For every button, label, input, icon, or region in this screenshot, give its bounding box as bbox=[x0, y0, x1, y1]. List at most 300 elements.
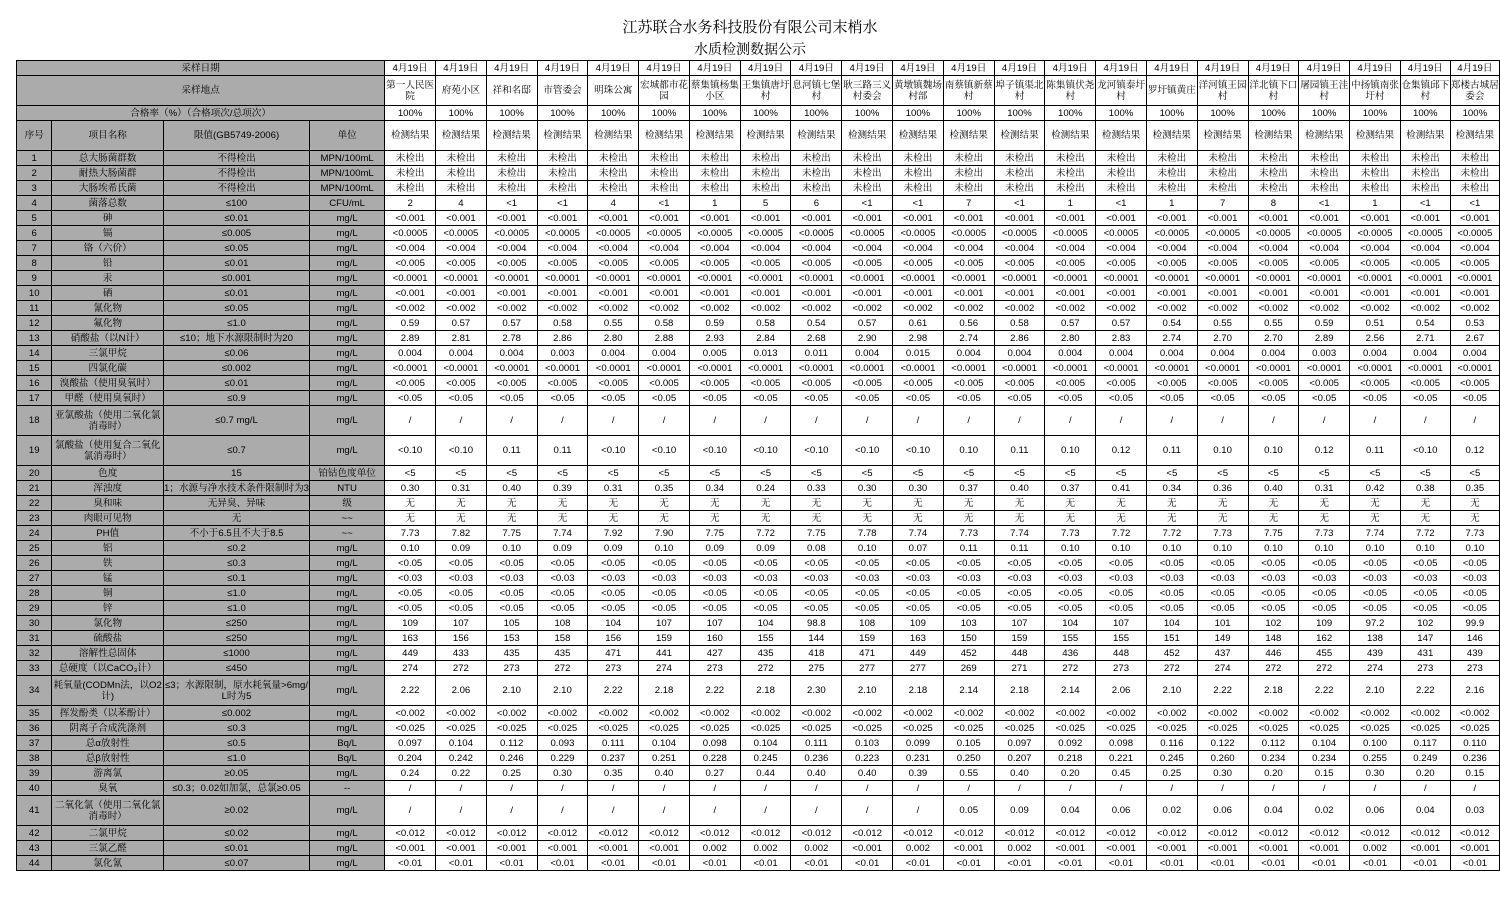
result-cell: <0.0001 bbox=[791, 361, 842, 376]
result-cell: <0.002 bbox=[1045, 706, 1096, 721]
result-cell: <0.01 bbox=[994, 856, 1045, 871]
result-cell: <0.05 bbox=[1248, 556, 1299, 571]
row-seq: 24 bbox=[17, 526, 52, 541]
result-cell: 0.40 bbox=[639, 766, 690, 781]
result-cell: <0.05 bbox=[1400, 556, 1450, 571]
result-cell: 无 bbox=[791, 511, 842, 526]
table-row bbox=[17, 286, 1500, 301]
result-cell: 441 bbox=[639, 646, 690, 661]
result-cell: 0.004 bbox=[1096, 346, 1147, 361]
result-cell: <1 bbox=[893, 196, 944, 211]
result-cell: 0.03 bbox=[1450, 796, 1499, 826]
result-cell: 0.218 bbox=[1045, 751, 1096, 766]
pass-rate-cell: 100% bbox=[994, 106, 1045, 121]
result-cell: 0.004 bbox=[1197, 346, 1248, 361]
row-seq: 5 bbox=[17, 211, 52, 226]
result-cell: 0.57 bbox=[1096, 316, 1147, 331]
result-cell: <0.002 bbox=[436, 301, 487, 316]
row-limit: ≤0.9 bbox=[164, 391, 310, 406]
result-cell: <5 bbox=[385, 466, 436, 481]
result-cell: <0.004 bbox=[537, 241, 588, 256]
result-cell: 0.104 bbox=[740, 736, 791, 751]
row-limit: ≥0.02 bbox=[164, 796, 310, 826]
result-cell: 0.111 bbox=[588, 736, 639, 751]
result-cell: <0.0001 bbox=[1197, 361, 1248, 376]
result-cell: 7.75 bbox=[486, 526, 537, 541]
result-cell: <0.0005 bbox=[1299, 226, 1350, 241]
result-cell: 无 bbox=[1400, 511, 1450, 526]
result-cell: 未检出 bbox=[740, 181, 791, 196]
result-cell: <0.025 bbox=[893, 721, 944, 736]
result-cell: / bbox=[486, 781, 537, 796]
table-row bbox=[17, 166, 1500, 181]
row-limit: ≤0.01 bbox=[164, 286, 310, 301]
row-unit: 级 bbox=[310, 496, 385, 511]
row-limit: ≤0.05 bbox=[164, 241, 310, 256]
result-cell: 0.004 bbox=[1450, 346, 1499, 361]
table-row bbox=[17, 646, 1500, 661]
result-cell: 0.255 bbox=[1350, 751, 1401, 766]
result-cell: <0.05 bbox=[893, 391, 944, 406]
row-item-name: 铝 bbox=[52, 541, 164, 556]
result-cell: 无 bbox=[537, 511, 588, 526]
result-cell: / bbox=[1096, 406, 1147, 436]
result-cell: 0.10 bbox=[1248, 436, 1299, 466]
result-cell: / bbox=[1096, 781, 1147, 796]
row-seq: 28 bbox=[17, 586, 52, 601]
row-unit: mg/L bbox=[310, 556, 385, 571]
result-cell: 无 bbox=[588, 496, 639, 511]
result-cell: 0.003 bbox=[537, 346, 588, 361]
result-cell: 2.56 bbox=[1350, 331, 1401, 346]
result-cell: 0.10 bbox=[943, 436, 994, 466]
result-cell: 159 bbox=[639, 631, 690, 646]
result-cell: <0.05 bbox=[1096, 586, 1147, 601]
result-cell: 4 bbox=[588, 196, 639, 211]
result-cell: <0.001 bbox=[994, 211, 1045, 226]
result-cell: 未检出 bbox=[1400, 151, 1450, 166]
result-cell: 未检出 bbox=[994, 181, 1045, 196]
result-cell: 未检出 bbox=[791, 151, 842, 166]
result-cell: <0.005 bbox=[740, 256, 791, 271]
result-cell: <0.001 bbox=[791, 211, 842, 226]
result-cell: <0.05 bbox=[588, 556, 639, 571]
result-cell: 未检出 bbox=[639, 181, 690, 196]
result-cell: <0.0001 bbox=[588, 271, 639, 286]
result-cell: <0.012 bbox=[1299, 826, 1350, 841]
result-cell: 0.37 bbox=[1045, 481, 1096, 496]
row-item-name: 总α放射性 bbox=[52, 736, 164, 751]
result-cell: 0.103 bbox=[842, 736, 893, 751]
result-cell: 未检出 bbox=[1045, 166, 1096, 181]
result-cell: <0.005 bbox=[994, 256, 1045, 271]
row-item-name: 汞 bbox=[52, 271, 164, 286]
result-cell: <0.001 bbox=[1299, 841, 1350, 856]
result-cell: 0.10 bbox=[1146, 541, 1197, 556]
row-seq: 12 bbox=[17, 316, 52, 331]
result-cell: <0.0005 bbox=[639, 226, 690, 241]
result-cell: 无 bbox=[385, 511, 436, 526]
table-row bbox=[17, 181, 1500, 196]
result-cell: <0.05 bbox=[385, 391, 436, 406]
result-cell: <0.004 bbox=[436, 241, 487, 256]
result-cell: 0.098 bbox=[1096, 736, 1147, 751]
result-cell: 156 bbox=[436, 631, 487, 646]
row-item-name: 三氯甲烷 bbox=[52, 346, 164, 361]
result-cell: 272 bbox=[1045, 661, 1096, 676]
sample-date-cell: 4月19日 bbox=[436, 61, 487, 76]
result-cell: 269 bbox=[943, 661, 994, 676]
result-cell: <0.0005 bbox=[740, 226, 791, 241]
result-cell: 2.70 bbox=[1197, 331, 1248, 346]
result-cell: <0.05 bbox=[1400, 601, 1450, 616]
row-limit: ≥0.05 bbox=[164, 766, 310, 781]
result-cell: 0.57 bbox=[842, 316, 893, 331]
result-cell: 108 bbox=[842, 616, 893, 631]
result-cell: <0.012 bbox=[537, 826, 588, 841]
result-cell: <0.012 bbox=[486, 826, 537, 841]
result-cell: <0.001 bbox=[436, 286, 487, 301]
result-cell: <5 bbox=[1146, 466, 1197, 481]
result-cell: <0.002 bbox=[436, 706, 487, 721]
table-row bbox=[17, 436, 1500, 466]
result-cell: 1 bbox=[689, 196, 740, 211]
result-cell: <0.05 bbox=[1350, 391, 1401, 406]
sample-site-cell: 王集镇唐圩村 bbox=[740, 76, 791, 106]
result-cell: <0.002 bbox=[1146, 301, 1197, 316]
result-cell: 449 bbox=[893, 646, 944, 661]
result-cell: / bbox=[893, 781, 944, 796]
row-unit: mg/L bbox=[310, 856, 385, 871]
result-cell: 0.004 bbox=[639, 346, 690, 361]
row-item-name: 氯酸盐（使用复合二氧化氯消毒时） bbox=[52, 436, 164, 466]
row-seq: 40 bbox=[17, 781, 52, 796]
row-item-name: 砷 bbox=[52, 211, 164, 226]
result-cell: <0.005 bbox=[791, 376, 842, 391]
result-cell: 0.40 bbox=[1248, 481, 1299, 496]
result-cell: <5 bbox=[842, 466, 893, 481]
result-cell: <0.0005 bbox=[1096, 226, 1147, 241]
result-cell: <0.001 bbox=[943, 841, 994, 856]
result-cell: 无 bbox=[943, 511, 994, 526]
result-cell: <0.012 bbox=[385, 826, 436, 841]
result-cell: 无 bbox=[1096, 511, 1147, 526]
result-cell: 163 bbox=[385, 631, 436, 646]
result-cell: 2.06 bbox=[436, 676, 487, 706]
result-cell: <0.05 bbox=[1197, 556, 1248, 571]
sample-date-cell: 4月19日 bbox=[385, 61, 436, 76]
pass-rate-cell: 100% bbox=[1197, 106, 1248, 121]
result-cell: / bbox=[1450, 406, 1499, 436]
result-header: 检测结果 bbox=[436, 121, 487, 151]
result-cell: <0.05 bbox=[639, 586, 690, 601]
result-cell: <0.05 bbox=[486, 601, 537, 616]
result-cell: 0.10 bbox=[1197, 541, 1248, 556]
result-cell: 无 bbox=[1248, 496, 1299, 511]
result-cell: 0.11 bbox=[1146, 436, 1197, 466]
result-cell: 未检出 bbox=[740, 166, 791, 181]
result-cell: <0.001 bbox=[1299, 211, 1350, 226]
result-cell: 0.236 bbox=[1450, 751, 1499, 766]
result-cell: 未检出 bbox=[689, 151, 740, 166]
result-cell: <0.005 bbox=[791, 256, 842, 271]
result-cell: 148 bbox=[1248, 631, 1299, 646]
result-cell: 452 bbox=[943, 646, 994, 661]
result-cell: 0.10 bbox=[1197, 436, 1248, 466]
row-item-name: 耗氧量(CODMn法，以O2计) bbox=[52, 676, 164, 706]
result-cell: <0.002 bbox=[385, 706, 436, 721]
result-cell: 无 bbox=[1096, 496, 1147, 511]
table-row bbox=[17, 676, 1500, 706]
result-cell: 104 bbox=[588, 616, 639, 631]
result-cell: <0.002 bbox=[486, 706, 537, 721]
result-cell: / bbox=[486, 406, 537, 436]
result-cell: 0.242 bbox=[436, 751, 487, 766]
sample-date-cell: 4月19日 bbox=[740, 61, 791, 76]
result-cell: / bbox=[1146, 406, 1197, 436]
row-limit: 无异臭、异味 bbox=[164, 496, 310, 511]
result-cell: 0.005 bbox=[689, 346, 740, 361]
result-cell: <0.012 bbox=[893, 826, 944, 841]
result-cell: 155 bbox=[740, 631, 791, 646]
result-cell: <0.002 bbox=[1450, 706, 1499, 721]
result-cell: 272 bbox=[436, 661, 487, 676]
row-seq: 39 bbox=[17, 766, 52, 781]
result-cell: <0.05 bbox=[943, 586, 994, 601]
result-cell: 102 bbox=[1248, 616, 1299, 631]
result-cell: <1 bbox=[1400, 196, 1450, 211]
result-cell: 0.116 bbox=[1146, 736, 1197, 751]
row-unit: mg/L bbox=[310, 676, 385, 706]
row-seq: 26 bbox=[17, 556, 52, 571]
row-item-name: 硫酸盐 bbox=[52, 631, 164, 646]
row-item-name: 大肠埃希氏菌 bbox=[52, 181, 164, 196]
result-cell: <0.012 bbox=[740, 826, 791, 841]
result-header: 检测结果 bbox=[791, 121, 842, 151]
result-cell: <0.05 bbox=[1146, 586, 1197, 601]
result-cell: 7.75 bbox=[791, 526, 842, 541]
pass-rate-cell: 100% bbox=[893, 106, 944, 121]
row-item-name: 氯化物 bbox=[52, 616, 164, 631]
result-cell: <0.0001 bbox=[1248, 361, 1299, 376]
result-cell: 0.40 bbox=[994, 766, 1045, 781]
result-cell: <0.05 bbox=[994, 391, 1045, 406]
row-item-name: 四氯化碳 bbox=[52, 361, 164, 376]
result-cell: <0.0001 bbox=[1299, 361, 1350, 376]
result-cell: 0.40 bbox=[842, 766, 893, 781]
result-cell: 0.06 bbox=[1197, 796, 1248, 826]
row-limit: ≤0.01 bbox=[164, 376, 310, 391]
result-cell: <0.0005 bbox=[842, 226, 893, 241]
table-row bbox=[17, 346, 1500, 361]
result-cell: 0.30 bbox=[893, 481, 944, 496]
result-cell: 无 bbox=[740, 496, 791, 511]
result-header: 检测结果 bbox=[943, 121, 994, 151]
result-cell: 0.10 bbox=[842, 541, 893, 556]
result-cell: <0.012 bbox=[1045, 826, 1096, 841]
row-limit: ≤450 bbox=[164, 661, 310, 676]
result-cell: <0.01 bbox=[791, 856, 842, 871]
row-unit: -- bbox=[310, 781, 385, 796]
result-cell: 2.93 bbox=[689, 331, 740, 346]
result-cell: 0.09 bbox=[689, 541, 740, 556]
result-cell: / bbox=[689, 406, 740, 436]
result-cell: 0.10 bbox=[639, 541, 690, 556]
result-cell: 103 bbox=[943, 616, 994, 631]
row-unit: mg/L bbox=[310, 796, 385, 826]
result-cell: 0.10 bbox=[1248, 541, 1299, 556]
row-item-name: 氯化氰 bbox=[52, 856, 164, 871]
result-cell: 0.34 bbox=[1146, 481, 1197, 496]
result-cell: 无 bbox=[1450, 496, 1499, 511]
result-cell: 未检出 bbox=[537, 151, 588, 166]
result-cell: <0.005 bbox=[1400, 376, 1450, 391]
row-unit: mg/L bbox=[310, 301, 385, 316]
result-cell: 0.02 bbox=[1299, 796, 1350, 826]
result-cell: <0.002 bbox=[1248, 301, 1299, 316]
table-row bbox=[17, 211, 1500, 226]
result-cell: 274 bbox=[1197, 661, 1248, 676]
pass-rate-cell: 100% bbox=[842, 106, 893, 121]
result-cell: 未检出 bbox=[943, 151, 994, 166]
result-cell: 2.74 bbox=[943, 331, 994, 346]
result-cell: 未检出 bbox=[1248, 181, 1299, 196]
result-cell: <0.05 bbox=[1248, 586, 1299, 601]
sample-site-cell: 息河镇七堡村 bbox=[791, 76, 842, 106]
pass-rate-label: 合格率（%）（合格项次/总项次） bbox=[17, 106, 385, 121]
row-item-name: 亚氯酸盐（使用二氧化氯消毒时） bbox=[52, 406, 164, 436]
result-cell: <0.004 bbox=[639, 241, 690, 256]
result-cell: / bbox=[842, 406, 893, 436]
result-cell: 0.20 bbox=[1045, 766, 1096, 781]
result-header: 检测结果 bbox=[689, 121, 740, 151]
result-cell: 2.14 bbox=[943, 676, 994, 706]
result-cell: / bbox=[943, 406, 994, 436]
result-cell: 277 bbox=[893, 661, 944, 676]
result-cell: <0.0001 bbox=[1146, 271, 1197, 286]
row-unit: NTU bbox=[310, 481, 385, 496]
result-cell: 0.015 bbox=[893, 346, 944, 361]
result-cell: <0.05 bbox=[842, 556, 893, 571]
result-cell: 455 bbox=[1299, 646, 1350, 661]
result-cell: 未检出 bbox=[1350, 166, 1401, 181]
row-seq: 11 bbox=[17, 301, 52, 316]
result-cell: <0.004 bbox=[1045, 241, 1096, 256]
pass-rate-cell: 100% bbox=[1450, 106, 1499, 121]
result-cell: / bbox=[639, 781, 690, 796]
row-seq: 44 bbox=[17, 856, 52, 871]
pass-rate-cell: 100% bbox=[740, 106, 791, 121]
result-cell: <0.005 bbox=[1146, 376, 1197, 391]
result-cell: 7.74 bbox=[537, 526, 588, 541]
row-item-name: 铜 bbox=[52, 586, 164, 601]
result-cell: 0.003 bbox=[1299, 346, 1350, 361]
pass-rate-cell: 100% bbox=[1400, 106, 1450, 121]
result-cell: 105 bbox=[486, 616, 537, 631]
result-cell: 0.30 bbox=[1350, 766, 1401, 781]
result-cell: 无 bbox=[1350, 496, 1401, 511]
result-cell: 未检出 bbox=[842, 151, 893, 166]
row-item-name: 氰化物 bbox=[52, 301, 164, 316]
sample-site-cell: 南蔡镇新蔡村 bbox=[943, 76, 994, 106]
result-cell: 7.72 bbox=[1096, 526, 1147, 541]
result-cell: 155 bbox=[1096, 631, 1147, 646]
row-seq: 21 bbox=[17, 481, 52, 496]
result-cell: / bbox=[893, 406, 944, 436]
result-cell: 0.30 bbox=[1197, 766, 1248, 781]
result-cell: 0.40 bbox=[486, 481, 537, 496]
result-cell: 0.56 bbox=[943, 316, 994, 331]
result-cell: 未检出 bbox=[1146, 151, 1197, 166]
result-cell: <0.03 bbox=[943, 571, 994, 586]
result-cell: 0.204 bbox=[385, 751, 436, 766]
table-row bbox=[17, 781, 1500, 796]
result-cell: <0.002 bbox=[486, 301, 537, 316]
sample-site-cell: 罗圩镇黄庄 bbox=[1146, 76, 1197, 106]
result-cell: <0.10 bbox=[588, 436, 639, 466]
sample-site-cell: 市管委会 bbox=[537, 76, 588, 106]
result-cell: <0.05 bbox=[1299, 556, 1350, 571]
result-cell: <0.001 bbox=[1197, 286, 1248, 301]
result-cell: <0.05 bbox=[1096, 391, 1147, 406]
result-cell: 0.11 bbox=[994, 541, 1045, 556]
result-cell: <0.005 bbox=[385, 376, 436, 391]
result-cell: <0.002 bbox=[1400, 301, 1450, 316]
result-cell: <0.002 bbox=[740, 706, 791, 721]
table-row bbox=[17, 826, 1500, 841]
result-cell: 未检出 bbox=[791, 181, 842, 196]
result-cell: <0.005 bbox=[1146, 256, 1197, 271]
result-cell: <0.004 bbox=[893, 241, 944, 256]
row-item-name: 肉眼可见物 bbox=[52, 511, 164, 526]
result-cell: 2.71 bbox=[1400, 331, 1450, 346]
result-cell: 0.04 bbox=[1248, 796, 1299, 826]
result-cell: / bbox=[537, 406, 588, 436]
result-cell: 0.10 bbox=[1045, 541, 1096, 556]
result-cell: 0.117 bbox=[1400, 736, 1450, 751]
result-cell: 0.24 bbox=[740, 481, 791, 496]
row-unit: mg/L bbox=[310, 331, 385, 346]
result-cell: <0.001 bbox=[436, 211, 487, 226]
sample-site-cell: 中扬镇南张圩村 bbox=[1350, 76, 1401, 106]
result-cell: <0.001 bbox=[1400, 286, 1450, 301]
result-cell: 0.61 bbox=[893, 316, 944, 331]
result-cell: 无 bbox=[1146, 511, 1197, 526]
pass-rate-cell: 100% bbox=[1350, 106, 1401, 121]
result-cell: 0.53 bbox=[1450, 316, 1499, 331]
result-cell: <0.005 bbox=[1400, 256, 1450, 271]
result-cell: 未检出 bbox=[1400, 166, 1450, 181]
result-cell: 未检出 bbox=[943, 181, 994, 196]
result-cell: 0.228 bbox=[689, 751, 740, 766]
result-cell: <0.05 bbox=[385, 586, 436, 601]
result-cell: 无 bbox=[994, 496, 1045, 511]
result-cell: 未检出 bbox=[1096, 166, 1147, 181]
result-cell: 155 bbox=[1045, 631, 1096, 646]
result-cell: 0.098 bbox=[689, 736, 740, 751]
result-header: 检测结果 bbox=[1450, 121, 1499, 151]
result-cell: <0.005 bbox=[842, 376, 893, 391]
result-cell: / bbox=[537, 796, 588, 826]
row-unit: mg/L bbox=[310, 706, 385, 721]
result-cell: 0.105 bbox=[943, 736, 994, 751]
result-cell: <0.002 bbox=[740, 301, 791, 316]
result-cell: <1 bbox=[537, 196, 588, 211]
table-row bbox=[17, 796, 1500, 826]
result-cell: <0.01 bbox=[1096, 856, 1147, 871]
result-cell: <0.005 bbox=[639, 376, 690, 391]
result-cell: 158 bbox=[537, 631, 588, 646]
